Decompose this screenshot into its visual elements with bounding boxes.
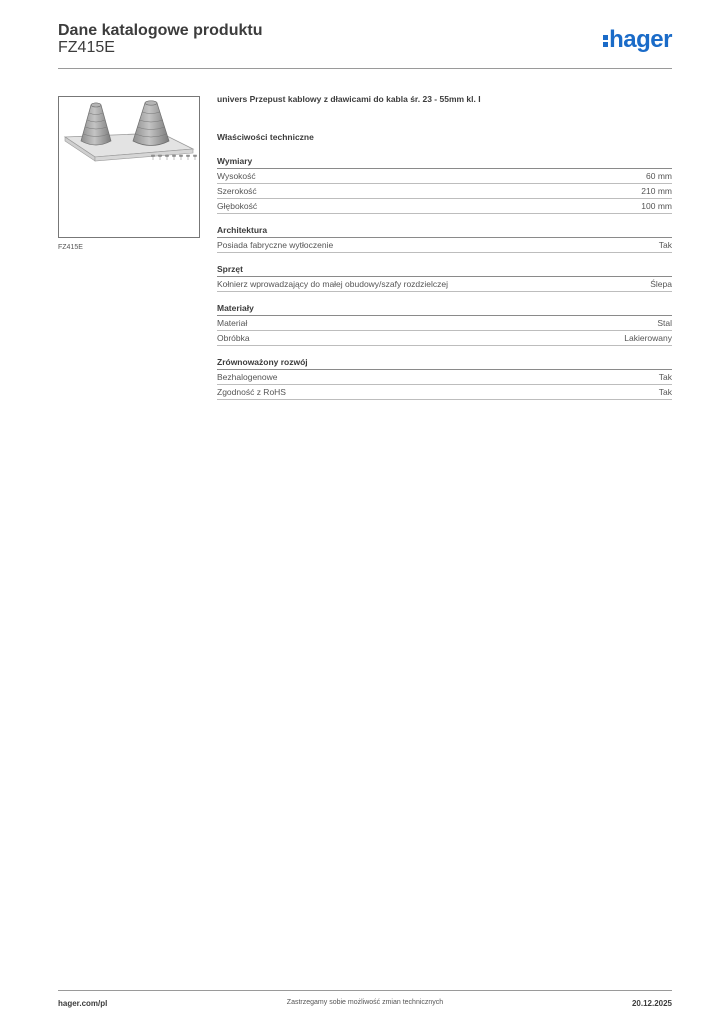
row-label: Posiada fabryczne wytłoczenie bbox=[217, 240, 334, 250]
table-row bbox=[217, 316, 672, 331]
logo-text: hager bbox=[609, 26, 672, 53]
table-row bbox=[217, 199, 672, 214]
section-hardware bbox=[217, 264, 672, 292]
product-code: FZ415E bbox=[58, 39, 115, 56]
table-row bbox=[217, 184, 672, 199]
row-label: Obróbka bbox=[217, 333, 250, 343]
cable-gland-plate-icon bbox=[59, 97, 199, 237]
section-materials bbox=[217, 303, 672, 346]
table-row bbox=[217, 370, 672, 385]
section-sustainability bbox=[217, 357, 672, 400]
section-title: Wymiary bbox=[217, 156, 672, 169]
row-label: Wysokość bbox=[217, 171, 256, 181]
table-row bbox=[217, 277, 672, 292]
section-dimensions bbox=[217, 156, 672, 214]
row-value: Stal bbox=[657, 318, 672, 328]
table-row bbox=[217, 331, 672, 346]
row-label: Kołnierz wprowadzający do małej obudowy/szafy rozdzielczej bbox=[217, 279, 449, 289]
section-title: Architektura bbox=[217, 225, 672, 238]
footer-date: 20.12.2025 bbox=[631, 999, 672, 1008]
hager-logo bbox=[603, 26, 672, 54]
table-row bbox=[217, 169, 672, 184]
row-value: Lakierowany bbox=[624, 333, 672, 343]
page-footer bbox=[58, 990, 672, 1015]
row-label: Głębokość bbox=[217, 201, 258, 211]
row-label: Zgodność z RoHS bbox=[217, 387, 286, 397]
row-value: Tak bbox=[658, 372, 672, 382]
properties-heading: Właściwości techniczne bbox=[217, 132, 314, 142]
row-value: Tak bbox=[658, 387, 672, 397]
website-link[interactable]: hager.com/pl bbox=[58, 999, 108, 1008]
image-caption: FZ415E bbox=[58, 244, 83, 251]
table-row bbox=[217, 385, 672, 400]
table-row bbox=[217, 238, 672, 253]
row-value: 210 mm bbox=[641, 186, 672, 196]
row-label: Materiał bbox=[217, 318, 248, 328]
row-value: Ślepa bbox=[650, 279, 672, 289]
row-label: Bezhalogenowe bbox=[217, 372, 278, 382]
section-title: Sprzęt bbox=[217, 264, 672, 277]
row-value: 60 mm bbox=[646, 171, 672, 181]
product-details bbox=[217, 94, 672, 411]
row-value: 100 mm bbox=[641, 201, 672, 211]
product-description: univers Przepust kablowy z dławicami do kabla śr. 23 - 55mm kl. I bbox=[217, 94, 481, 104]
section-title: Zrównoważony rozwój bbox=[217, 357, 672, 370]
document-title: Dane katalogowe produktu bbox=[58, 22, 263, 39]
section-title: Materiały bbox=[217, 303, 672, 316]
footer-disclaimer: Zastrzegamy sobie możliwość zmian technicznych bbox=[286, 999, 444, 1006]
product-image bbox=[58, 96, 200, 238]
logo-dots-icon bbox=[603, 32, 608, 48]
page-header bbox=[58, 20, 672, 69]
row-value: Tak bbox=[658, 240, 672, 250]
row-label: Szerokość bbox=[217, 186, 257, 196]
section-architecture bbox=[217, 225, 672, 253]
